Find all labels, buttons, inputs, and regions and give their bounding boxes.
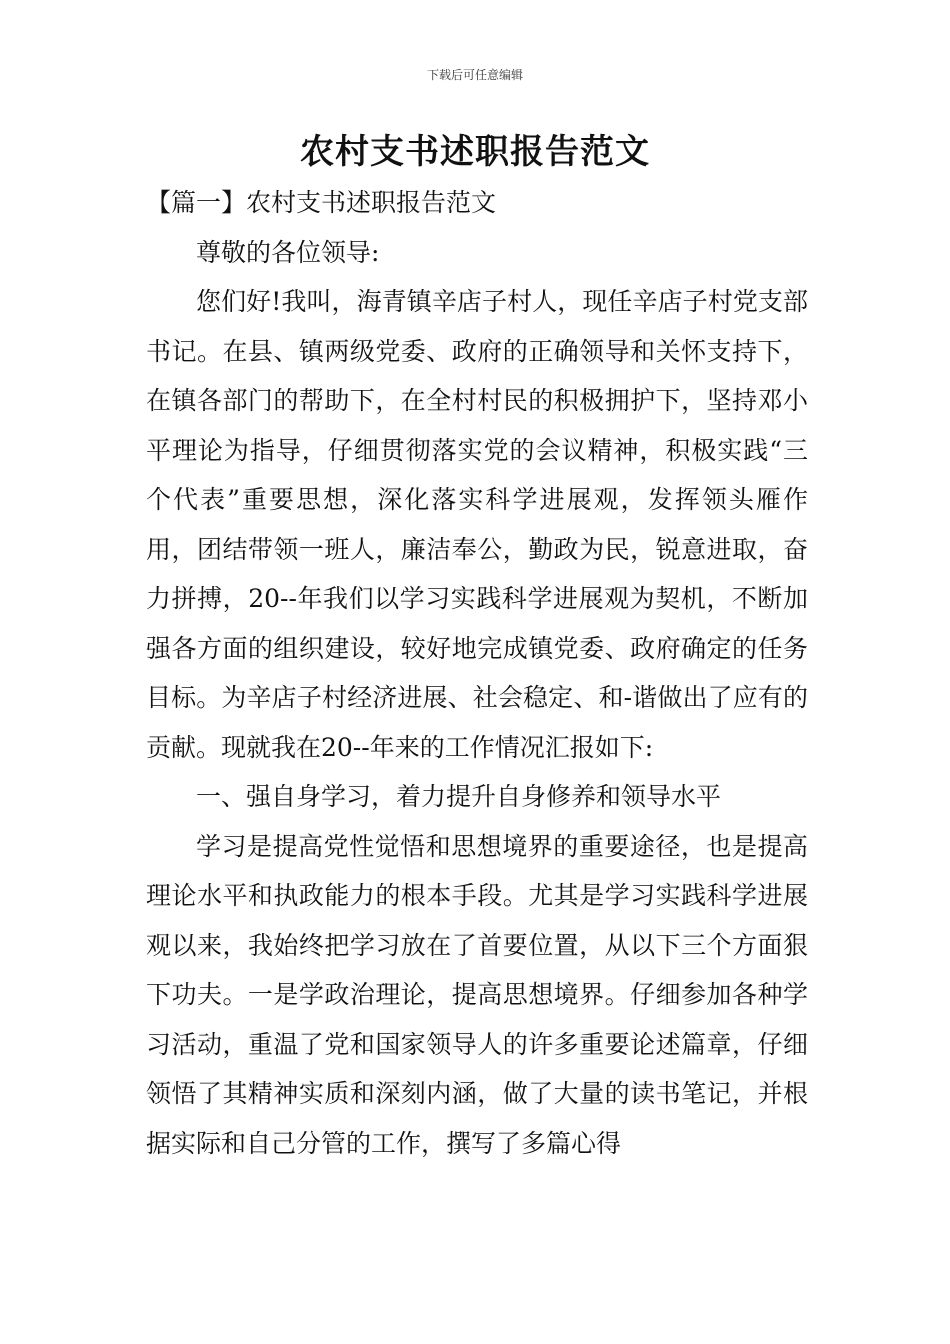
greeting: 尊敬的各位领导: bbox=[196, 237, 380, 267]
paragraph-subheading: 一、强自身学习，着力提升自身修养和领导水平 bbox=[196, 782, 722, 811]
paragraph-intro: 您们好!我叫，海青镇辛店子村人，现任辛店子村党支部书记。在县、镇两级党委、政府的正确领导和关怀支持下，在镇各部门的帮助下，在全村村民的积极拥护下，坚持邓小平理论为指导，仔细贯彻落实党的会议精神，积极实践“三个代表”重要思想，深化落实科学进展观，发挥领头雁作用，团结带领一班人，廉洁奉公，勤政为民，锐意进取，奋力拼搏，20--年我们以学习实践科学进展观为契机，不断加强各方面的组织建设，较好地完成镇党委、政府确定的任务目标。为辛店子村经济进展、社会稳定、和-谐做出了应有的贡献。现就我在20--年来的工作情况汇报如下: bbox=[146, 287, 808, 762]
section-heading: 【篇一】农村支书述职报告范文 bbox=[146, 188, 497, 217]
document-body bbox=[146, 178, 808, 1168]
document-title: 农村支书述职报告范文 bbox=[300, 132, 650, 172]
header-note: 下载后可任意编辑 bbox=[426, 68, 523, 82]
paragraph-study: 学习是提高党性觉悟和思想境界的重要途径，也是提高理论水平和执政能力的根本手段。尤其是学习实践科学进展观以来，我始终把学习放在了首要位置，从以下三个方面狠下功夫。一是学政治理论，提高思想境界。仔细参加各种学习活动，重温了党和国家领导人的许多重要论述篇章，仔细领悟了其精神实质和深刻内涵，做了大量的读书笔记，并根据实际和自己分管的工作，撰写了多篇心得 bbox=[146, 831, 808, 1158]
